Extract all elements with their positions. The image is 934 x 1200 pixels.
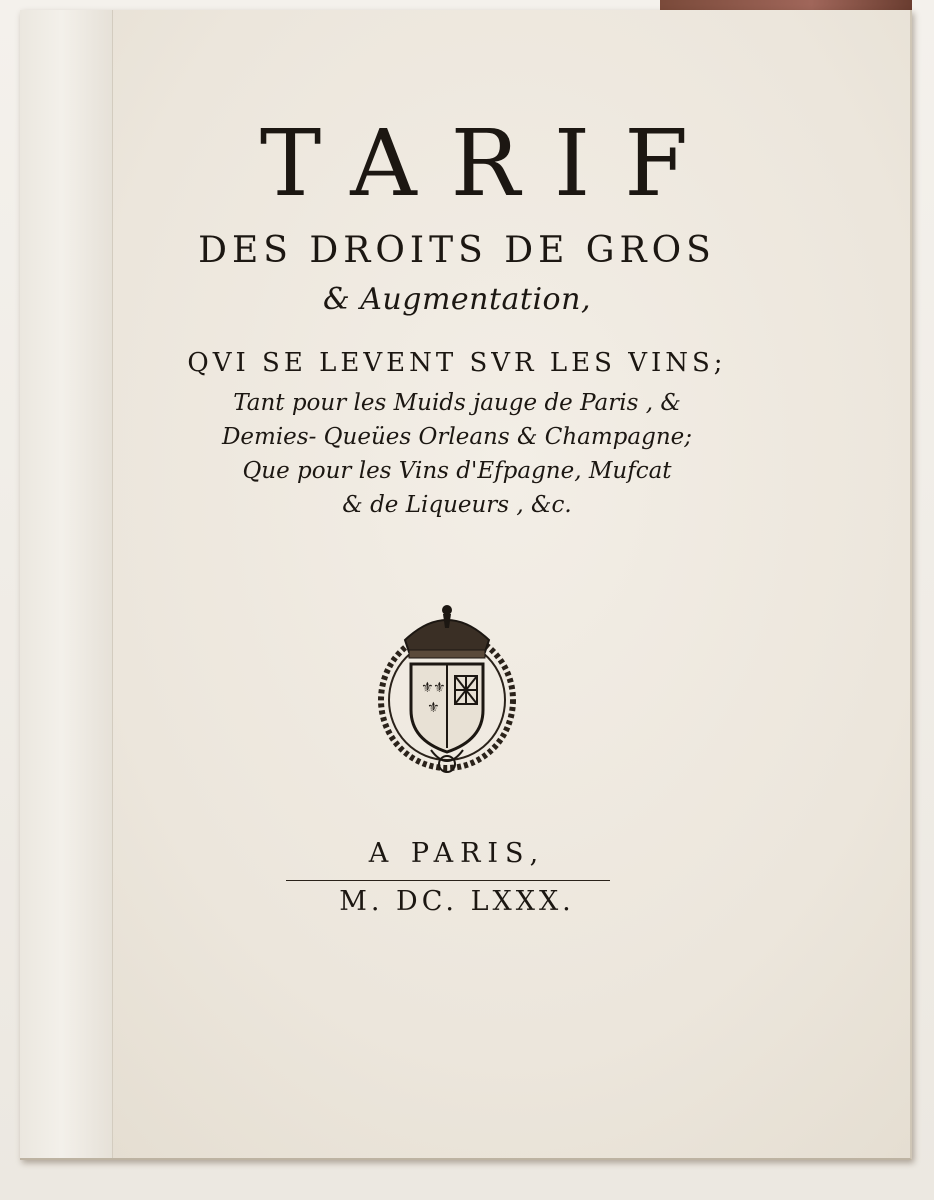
italic-line-3: Que pour les Vins d'Efpagne, Mufcat [242, 458, 672, 484]
page-spine [20, 10, 113, 1158]
document-title: TARIF [259, 110, 723, 217]
italic-line-2: Demies- Queües Orleans & Champagne; [221, 424, 693, 450]
caps-line: QVI SE LEVENT SVR LES VINS; [187, 348, 727, 378]
title-page-content [112, 10, 910, 1158]
svg-text:⚜: ⚜ [427, 700, 440, 716]
italic-line-4: & de Liqueurs , &c. [342, 492, 572, 518]
imprint-rule [286, 880, 610, 881]
royal-coat-of-arms-icon [375, 600, 519, 778]
svg-text:⚜: ⚜ [433, 680, 446, 696]
svg-text:⚜: ⚜ [421, 680, 434, 696]
italic-line-1: Tant pour les Muids jauge de Paris , & [233, 390, 681, 416]
subtitle-line-2: & Augmentation, [323, 282, 591, 317]
subtitle-line-1: DES DROITS DE GROS [198, 230, 716, 271]
imprint-place: A PARIS, [368, 838, 546, 869]
imprint-date: M. DC. LXXX. [339, 886, 575, 917]
